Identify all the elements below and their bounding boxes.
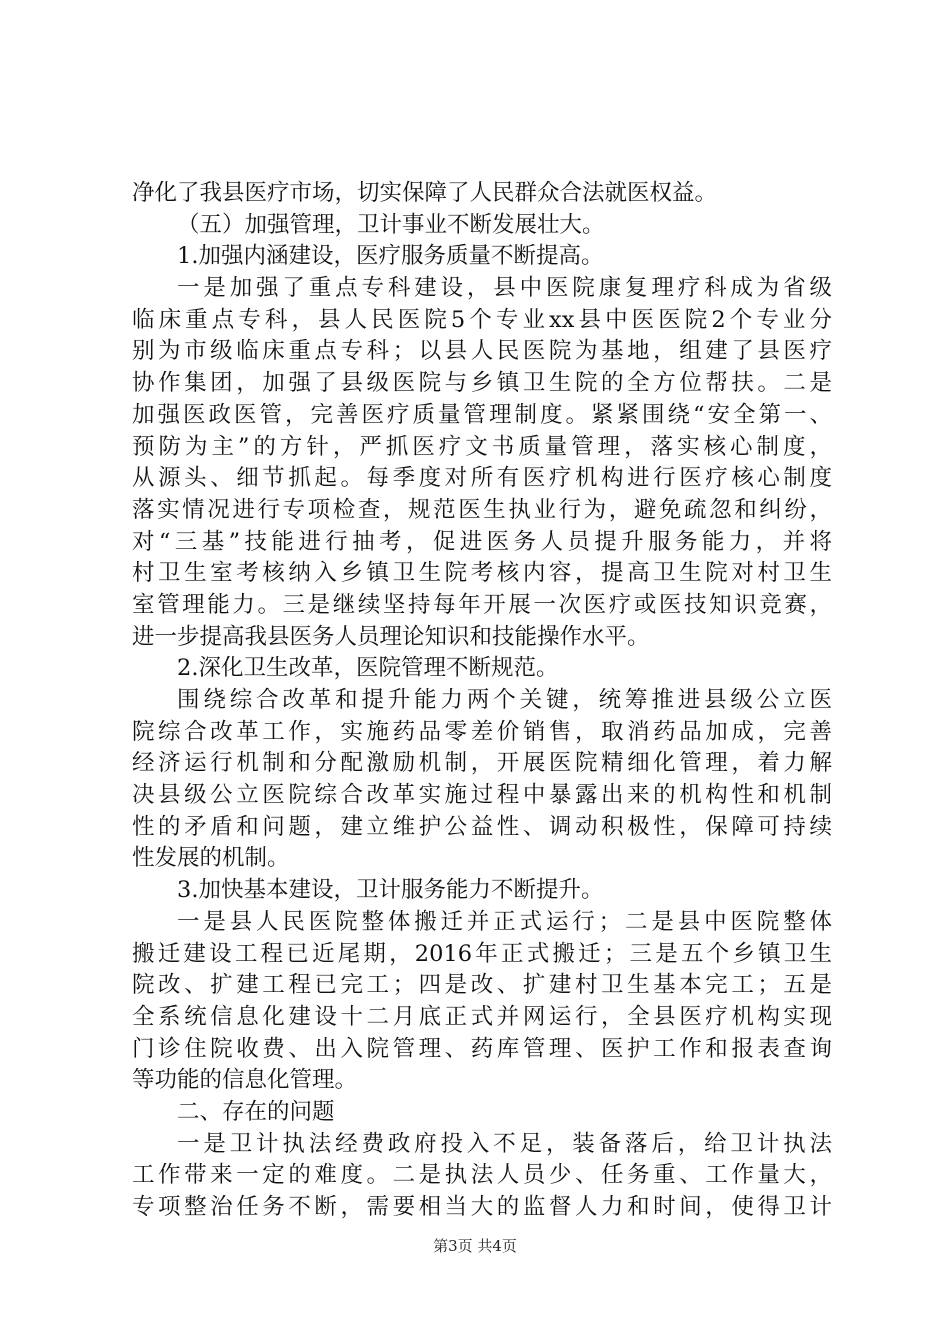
document-body xyxy=(132,178,832,1224)
text-line: 别为市级临床重点专科；以县人民医院为基地，组建了县医疗 xyxy=(132,338,832,365)
text-line: 临床重点专科，县人民医院5个专业xx县中医医院2个专业分 xyxy=(132,306,832,333)
text-line: （五）加强管理，卫计事业不断发展壮大。 xyxy=(177,211,605,238)
text-line: 2.深化卫生改革，医院管理不断规范。 xyxy=(177,655,559,682)
text-line: 经济运行机制和分配激励机制，开展医院精细化管理，着力解 xyxy=(132,750,832,777)
text-line: 1.加强内涵建设，医疗服务质量不断提高。 xyxy=(177,243,604,270)
text-line: 一是县人民医院整体搬迁并正式运行；二是县中医院整体 xyxy=(177,908,832,935)
text-line: 一是卫计执法经费政府投入不足，装备落后，给卫计执法 xyxy=(177,1130,832,1157)
text-line: 室管理能力。三是继续坚持每年开展一次医疗或医技知识竞赛， xyxy=(132,591,832,618)
text-line: 决县级公立医院综合改革实施过程中暴露出来的机构性和机制 xyxy=(132,782,832,809)
text-line: 院综合改革工作，实施药品零差价销售，取消药品加成，完善 xyxy=(132,718,832,745)
text-line: 协作集团，加强了县级医院与乡镇卫生院的全方位帮扶。二是 xyxy=(132,370,832,397)
text-line: 搬迁建设工程已近尾期，2016年正式搬迁；三是五个乡镇卫生 xyxy=(132,940,832,967)
page-footer: 第3页 共4页 xyxy=(433,1237,517,1255)
text-line: 3.加快基本建设，卫计服务能力不断提升。 xyxy=(177,877,604,904)
text-line: 净化了我县医疗市场，切实保障了人民群众合法就医权益。 xyxy=(132,180,718,206)
text-line: 预防为主”的方针，严抓医疗文书质量管理，落实核心制度， xyxy=(132,433,832,460)
text-line: 专项整治任务不断，需要相当大的监督人力和时间，使得卫计 xyxy=(132,1194,832,1220)
text-line: 村卫生室考核纳入乡镇卫生院考核内容，提高卫生院对村卫生 xyxy=(132,560,832,587)
text-line: 等功能的信息化管理。 xyxy=(132,1067,358,1094)
text-line: 落实情况进行专项检查，规范医生执业行为，避免疏忽和纠纷， xyxy=(132,496,832,523)
text-line: 一是加强了重点专科建设，县中医院康复理疗科成为省级 xyxy=(177,275,832,302)
text-line: 门诊住院收费、出入院管理、药库管理、医护工作和报表查询 xyxy=(132,1035,832,1062)
text-line: 性的矛盾和问题，建立维护公益性、调动积极性，保障可持续 xyxy=(132,813,832,840)
text-line: 围绕综合改革和提升能力两个关键，统筹推进县级公立医 xyxy=(177,687,832,713)
text-line: 加强医政医管，完善医疗质量管理制度。紧紧围绕“安全第一、 xyxy=(132,401,832,428)
text-line: 二、存在的问题 xyxy=(177,1098,335,1125)
text-line: 进一步提高我县医务人员理论知识和技能操作水平。 xyxy=(132,623,650,650)
text-line: 全系统信息化建设十二月底正式并网运行，全县医疗机构实现 xyxy=(132,1003,832,1030)
text-line: 工作带来一定的难度。二是执法人员少、任务重、工作量大， xyxy=(132,1162,832,1189)
text-line: 性发展的机制。 xyxy=(132,845,290,872)
text-line: 从源头、细节抓起。每季度对所有医疗机构进行医疗核心制度 xyxy=(132,465,832,492)
text-line: 对“三基”技能进行抽考，促进医务人员提升服务能力，并将 xyxy=(132,528,832,555)
text-line: 院改、扩建工程已完工；四是改、扩建村卫生基本完工；五是 xyxy=(132,972,832,999)
